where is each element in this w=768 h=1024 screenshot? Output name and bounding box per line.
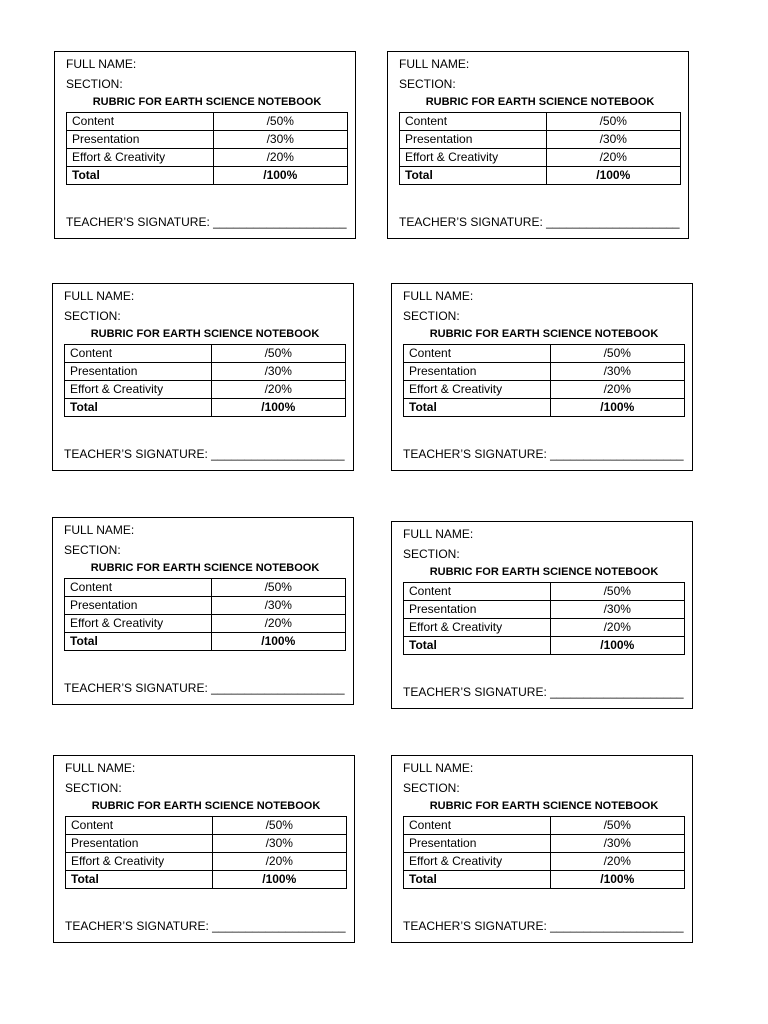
- rubric-card: [387, 51, 689, 239]
- table-row: [65, 345, 346, 363]
- criterion-points: /50%: [213, 113, 348, 131]
- table-row: [67, 149, 348, 167]
- criterion-points: /50%: [550, 345, 685, 363]
- table-row: [66, 853, 347, 871]
- total-row: [404, 871, 685, 889]
- rubric-card: [52, 283, 354, 471]
- table-row: [67, 113, 348, 131]
- total-row: [400, 167, 681, 185]
- rubric-title: RUBRIC FOR EARTH SCIENCE NOTEBOOK: [429, 800, 659, 812]
- criterion-points: /20%: [212, 853, 347, 871]
- teacher-signature-line: TEACHER’S SIGNATURE: ____________________: [64, 447, 345, 461]
- full-name-label: FULL NAME:: [65, 761, 136, 775]
- section-label: SECTION:: [65, 781, 122, 795]
- criterion-points: /30%: [550, 363, 685, 381]
- criterion-label: Presentation: [404, 601, 551, 619]
- rubric-table: [64, 578, 346, 651]
- criterion-points: /50%: [212, 817, 347, 835]
- table-row: [66, 817, 347, 835]
- table-row: [404, 817, 685, 835]
- table-row: [400, 149, 681, 167]
- table-row: [67, 131, 348, 149]
- criterion-label: Effort & Creativity: [404, 381, 551, 399]
- rubric-card: [53, 755, 355, 943]
- criterion-points: /30%: [550, 835, 685, 853]
- criterion-points: /20%: [550, 381, 685, 399]
- total-row: [67, 167, 348, 185]
- teacher-signature-line: TEACHER’S SIGNATURE: ____________________: [403, 919, 684, 933]
- total-points: /100%: [212, 871, 347, 889]
- criterion-label: Presentation: [66, 835, 213, 853]
- full-name-label: FULL NAME:: [403, 761, 474, 775]
- table-row: [65, 381, 346, 399]
- criterion-label: Content: [65, 579, 212, 597]
- table-row: [404, 853, 685, 871]
- total-label: Total: [67, 167, 214, 185]
- table-row: [66, 835, 347, 853]
- section-label: SECTION:: [64, 543, 121, 557]
- rubric-title: RUBRIC FOR EARTH SCIENCE NOTEBOOK: [429, 566, 659, 578]
- criterion-points: /30%: [211, 363, 346, 381]
- criterion-label: Effort & Creativity: [404, 619, 551, 637]
- criterion-points: /50%: [550, 817, 685, 835]
- total-points: /100%: [550, 399, 685, 417]
- rubric-title: RUBRIC FOR EARTH SCIENCE NOTEBOOK: [92, 96, 322, 108]
- rubric-table: [65, 816, 347, 889]
- criterion-points: /30%: [212, 835, 347, 853]
- section-label: SECTION:: [399, 77, 456, 91]
- criterion-points: /50%: [550, 583, 685, 601]
- rubric-card: [391, 521, 693, 709]
- total-row: [404, 399, 685, 417]
- rubric-table: [399, 112, 681, 185]
- rubric-title: RUBRIC FOR EARTH SCIENCE NOTEBOOK: [429, 328, 659, 340]
- table-row: [404, 601, 685, 619]
- teacher-signature-line: TEACHER’S SIGNATURE: ____________________: [399, 215, 680, 229]
- table-row: [404, 381, 685, 399]
- table-row: [65, 597, 346, 615]
- criterion-label: Content: [400, 113, 547, 131]
- section-label: SECTION:: [64, 309, 121, 323]
- teacher-signature-line: TEACHER’S SIGNATURE: ____________________: [65, 919, 346, 933]
- criterion-points: /20%: [550, 619, 685, 637]
- rubric-table-body: [404, 345, 685, 417]
- rubric-table-body: [66, 817, 347, 889]
- table-row: [65, 363, 346, 381]
- criterion-label: Content: [66, 817, 213, 835]
- rubric-table-body: [65, 579, 346, 651]
- total-row: [65, 399, 346, 417]
- criterion-points: /30%: [211, 597, 346, 615]
- criterion-points: /20%: [213, 149, 348, 167]
- rubric-table-body: [404, 817, 685, 889]
- total-label: Total: [404, 399, 551, 417]
- rubric-table-body: [404, 583, 685, 655]
- criterion-points: /20%: [211, 381, 346, 399]
- rubric-title: RUBRIC FOR EARTH SCIENCE NOTEBOOK: [91, 800, 321, 812]
- full-name-label: FULL NAME:: [403, 527, 474, 541]
- rubric-table: [403, 582, 685, 655]
- criterion-points: /20%: [546, 149, 681, 167]
- rubric-table: [66, 112, 348, 185]
- rubric-table: [403, 816, 685, 889]
- criterion-points: /20%: [550, 853, 685, 871]
- table-row: [65, 615, 346, 633]
- rubric-table-body: [400, 113, 681, 185]
- rubric-table: [64, 344, 346, 417]
- total-label: Total: [404, 871, 551, 889]
- section-label: SECTION:: [403, 547, 460, 561]
- rubric-card: [54, 51, 356, 239]
- criterion-points: /50%: [211, 579, 346, 597]
- table-row: [400, 113, 681, 131]
- table-row: [65, 579, 346, 597]
- criterion-points: /30%: [546, 131, 681, 149]
- teacher-signature-line: TEACHER’S SIGNATURE: ____________________: [403, 447, 684, 461]
- teacher-signature-line: TEACHER’S SIGNATURE: ____________________: [66, 215, 347, 229]
- total-points: /100%: [213, 167, 348, 185]
- table-row: [404, 583, 685, 601]
- criterion-label: Presentation: [67, 131, 214, 149]
- criterion-label: Presentation: [65, 597, 212, 615]
- rubric-title: RUBRIC FOR EARTH SCIENCE NOTEBOOK: [90, 562, 320, 574]
- rubric-card: [391, 755, 693, 943]
- total-label: Total: [65, 633, 212, 651]
- rubric-table-body: [67, 113, 348, 185]
- rubric-title: RUBRIC FOR EARTH SCIENCE NOTEBOOK: [425, 96, 655, 108]
- section-label: SECTION:: [66, 77, 123, 91]
- full-name-label: FULL NAME:: [64, 289, 135, 303]
- criterion-label: Effort & Creativity: [404, 853, 551, 871]
- criterion-label: Content: [65, 345, 212, 363]
- full-name-label: FULL NAME:: [399, 57, 470, 71]
- total-points: /100%: [550, 637, 685, 655]
- criterion-points: /50%: [546, 113, 681, 131]
- total-label: Total: [65, 399, 212, 417]
- teacher-signature-line: TEACHER’S SIGNATURE: ____________________: [64, 681, 345, 695]
- full-name-label: FULL NAME:: [66, 57, 137, 71]
- rubric-title: RUBRIC FOR EARTH SCIENCE NOTEBOOK: [90, 328, 320, 340]
- full-name-label: FULL NAME:: [403, 289, 474, 303]
- total-row: [404, 637, 685, 655]
- rubric-table: [403, 344, 685, 417]
- total-row: [66, 871, 347, 889]
- criterion-label: Content: [404, 583, 551, 601]
- total-points: /100%: [211, 399, 346, 417]
- criterion-label: Effort & Creativity: [67, 149, 214, 167]
- criterion-label: Content: [404, 345, 551, 363]
- table-row: [404, 345, 685, 363]
- total-points: /100%: [550, 871, 685, 889]
- criterion-points: /30%: [550, 601, 685, 619]
- total-row: [65, 633, 346, 651]
- full-name-label: FULL NAME:: [64, 523, 135, 537]
- criterion-label: Effort & Creativity: [65, 381, 212, 399]
- criterion-points: /50%: [211, 345, 346, 363]
- table-row: [404, 835, 685, 853]
- rubric-card: [391, 283, 693, 471]
- criterion-label: Presentation: [404, 835, 551, 853]
- section-label: SECTION:: [403, 781, 460, 795]
- section-label: SECTION:: [403, 309, 460, 323]
- total-points: /100%: [211, 633, 346, 651]
- criterion-label: Presentation: [400, 131, 547, 149]
- total-label: Total: [66, 871, 213, 889]
- criterion-points: /30%: [213, 131, 348, 149]
- criterion-label: Content: [67, 113, 214, 131]
- criterion-label: Content: [404, 817, 551, 835]
- teacher-signature-line: TEACHER’S SIGNATURE: ____________________: [403, 685, 684, 699]
- table-row: [404, 619, 685, 637]
- criterion-label: Effort & Creativity: [65, 615, 212, 633]
- total-label: Total: [400, 167, 547, 185]
- criterion-label: Effort & Creativity: [66, 853, 213, 871]
- table-row: [400, 131, 681, 149]
- total-label: Total: [404, 637, 551, 655]
- total-points: /100%: [546, 167, 681, 185]
- criterion-label: Presentation: [404, 363, 551, 381]
- rubric-card: [52, 517, 354, 705]
- criterion-points: /20%: [211, 615, 346, 633]
- rubric-table-body: [65, 345, 346, 417]
- table-row: [404, 363, 685, 381]
- criterion-label: Presentation: [65, 363, 212, 381]
- criterion-label: Effort & Creativity: [400, 149, 547, 167]
